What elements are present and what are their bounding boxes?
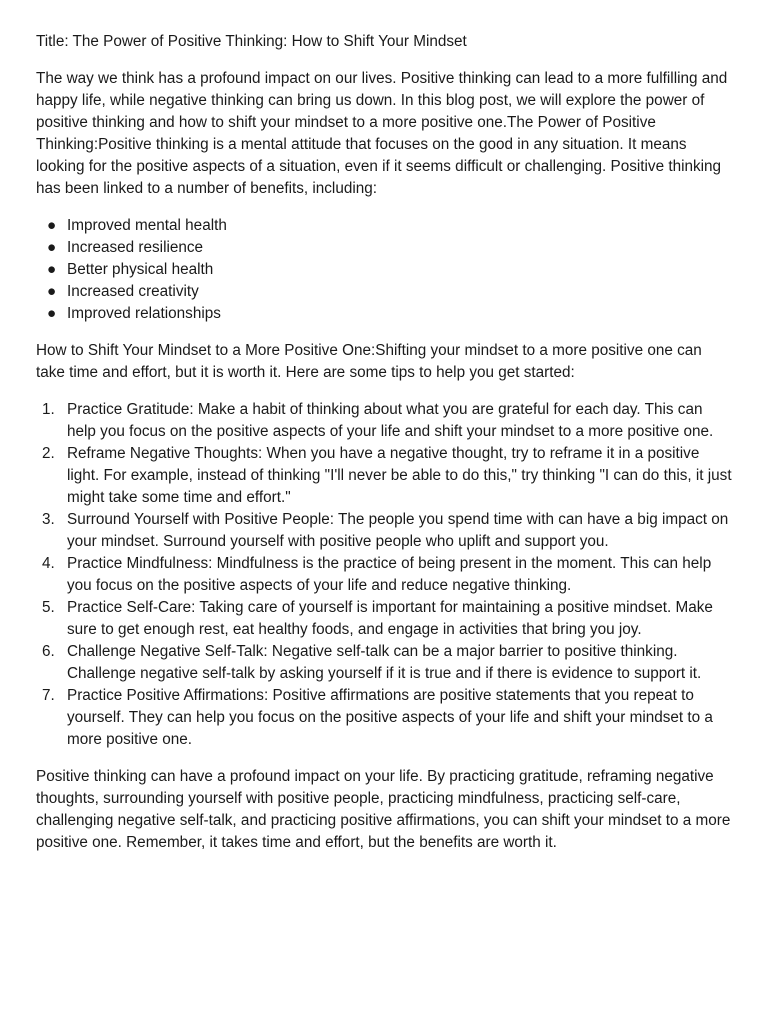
- list-item-text: Practice Self-Care: Taking care of yourself is important for maintaining a positive mindset. Make sure to get enough rest, eat healthy foods, and engage in activities that bring you joy.: [67, 599, 713, 638]
- list-item-text: Increased resilience: [67, 239, 204, 256]
- list-item: [47, 303, 734, 325]
- list-number: 1.: [42, 401, 55, 418]
- list-number: 4.: [42, 555, 55, 572]
- list-item-text: Practice Gratitude: Make a habit of thinking about what you are grateful for each day. This can help you focus on the positive aspects of your life and shift your mindset to a more positive one.: [67, 401, 714, 440]
- bullet-icon: ●: [47, 217, 57, 234]
- list-number: 5.: [42, 599, 55, 616]
- bullet-icon: ●: [47, 261, 57, 278]
- tips-list: [36, 399, 734, 751]
- list-number: 3.: [42, 511, 55, 528]
- list-item: [42, 641, 734, 685]
- list-item-text: Better physical health: [67, 261, 214, 278]
- list-item: [42, 399, 734, 443]
- list-item-text: Improved relationships: [67, 305, 221, 322]
- list-number: 7.: [42, 687, 55, 704]
- bullet-icon: ●: [47, 283, 57, 300]
- bullet-icon: ●: [47, 305, 57, 322]
- list-item: [42, 509, 734, 553]
- bullet-icon: ●: [47, 239, 57, 256]
- list-item: [42, 553, 734, 597]
- shift-intro-paragraph: How to Shift Your Mindset to a More Positive One:Shifting your mindset to a more positive one can take time and effort, but it is worth it. Here are some tips to help you get started:: [36, 342, 702, 381]
- benefits-list: [36, 215, 734, 325]
- list-item: [47, 281, 734, 303]
- list-item-text: Practice Positive Affirmations: Positive affirmations are positive statements that you repeat to yourself. They can help you focus on the positive aspects of your life and shift your mindset to a more positive one.: [67, 687, 713, 748]
- list-item: [42, 685, 734, 751]
- list-item-text: Surround Yourself with Positive People: The people you spend time with can have a big impact on your mindset. Surround yourself with positive people who uplift and support you.: [67, 511, 729, 550]
- list-item: [47, 215, 734, 237]
- list-item: [42, 597, 734, 641]
- intro-paragraph: The way we think has a profound impact on our lives. Positive thinking can lead to a more fulfilling and happy life, while negative thinking can bring us down. In this blog post, we will explore the power of positive thinking and how to shift your mindset to a more positive one.The Power of Positive Thinking:Positive thinking is a mental attitude that focuses on the good in any situation. It means looking for the positive aspects of a situation, even if it seems difficult or challenging. Positive thinking has been linked to a number of benefits, including:: [36, 70, 728, 197]
- list-item: [47, 237, 734, 259]
- conclusion-paragraph: Positive thinking can have a profound impact on your life. By practicing gratitude, reframing negative thoughts, surrounding yourself with positive people, practicing mindfulness, practicing self-care, challenging negative self-talk, and practicing positive affirmations, you can shift your mindset to a more positive one. Remember, it takes time and effort, but the benefits are worth it.: [36, 768, 731, 851]
- list-item-text: Practice Mindfulness: Mindfulness is the practice of being present in the moment. This can help you focus on the positive aspects of your life and reduce negative thinking.: [67, 555, 712, 594]
- list-item: [42, 443, 734, 509]
- list-item-text: Reframe Negative Thoughts: When you have a negative thought, try to reframe it in a positive light. For example, instead of thinking "I'll never be able to do this," try thinking "I can do this, it just might take some time and effort.": [67, 445, 732, 506]
- list-item-text: Improved mental health: [67, 217, 227, 234]
- list-item: [47, 259, 734, 281]
- list-number: 6.: [42, 643, 55, 660]
- list-item-text: Increased creativity: [67, 283, 199, 300]
- list-item-text: Challenge Negative Self-Talk: Negative self-talk can be a major barrier to positive thinking. Challenge negative self-talk by asking yourself if it is true and if there is evidence to support it.: [67, 643, 702, 682]
- list-number: 2.: [42, 445, 55, 462]
- document-title: Title: The Power of Positive Thinking: How to Shift Your Mindset: [36, 33, 467, 50]
